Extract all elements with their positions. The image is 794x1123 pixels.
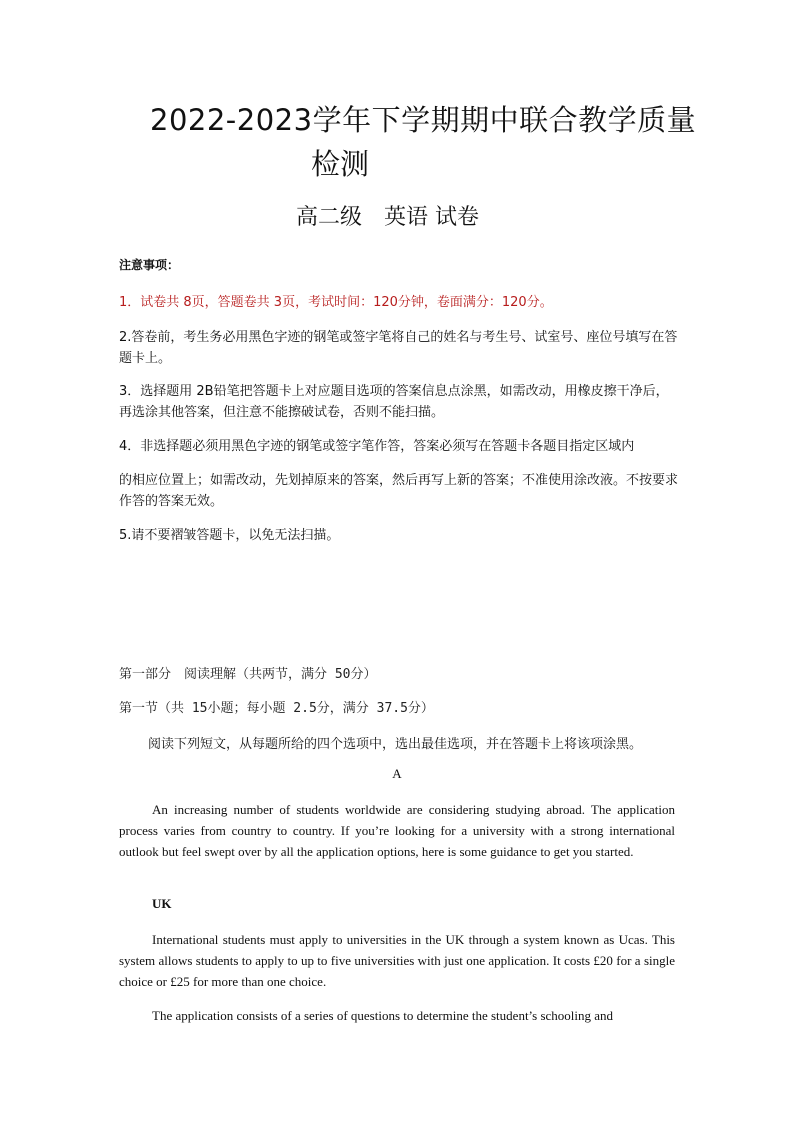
- notice-item-5: 5.请不要褶皱答题卡，以免无法扫描。: [119, 528, 340, 543]
- notice-item-1: 1．试卷共 8页，答题卷共 3页，考试时间：120分钟，卷面满分：120分。: [119, 295, 553, 310]
- exam-subtitle: 高二级 英语 试卷: [296, 205, 479, 230]
- notice-item-3: 3．选择题用 2B铅笔把答题卡上对应题目选项的答案信息点涂黑，如需改动，用橡皮擦干净后，再选涂其他答案，但注意不能擦破试卷，否则不能扫描。: [119, 384, 669, 420]
- part-title: 第一部分 阅读理解（共两节，满分 50分）: [119, 667, 377, 682]
- notice-item-2: 2.答卷前，考生务必用黑色字迹的钢笔或签字笔将自己的姓名与考生号、试室号、座位号填写在答题卡上。: [119, 330, 678, 366]
- passage-paragraph-2: International students must apply to universities in the UK through a system known as Ucas. This system allows students to apply to up to five universities with just one application. It costs £20 for a single choice or £25 for more than one choice.: [119, 932, 675, 989]
- passage-paragraph-1: An increasing number of students worldwide are considering studying abroad. The application process varies from country to country. If you’re looking for a university with a strong international outlook but feel swept over by all the application options, here is some guidance to get you started.: [119, 802, 675, 859]
- section-title: 第一节（共 15小题；每小题 2.5分，满分 37.5分）: [119, 701, 434, 716]
- exam-title-continued: 检测: [311, 147, 370, 181]
- notice-item-4: 4．非选择题必须用黑色字迹的钢笔或签字笔作答，答案必须写在答题卡各题目指定区域内: [119, 439, 635, 454]
- reading-instruction: 阅读下列短文，从每题所给的四个选项中，选出最佳选项，并在答题卡上将该项涂黑。: [148, 737, 643, 752]
- passage-subheading: UK: [152, 896, 172, 911]
- notice-heading: 注意事项：: [119, 258, 180, 272]
- notice-item-4-continued: 的相应位置上；如需改动，先划掉原来的答案，然后再写上新的答案；不准使用涂改液。不按要求作答的答案无效。: [119, 473, 679, 509]
- passage-letter: A: [392, 766, 402, 781]
- passage-paragraph-3: The application consists of a series of questions to determine the student’s schooling and: [152, 1008, 614, 1023]
- exam-title: 2022-2023学年下学期期中联合教学质量: [150, 103, 697, 137]
